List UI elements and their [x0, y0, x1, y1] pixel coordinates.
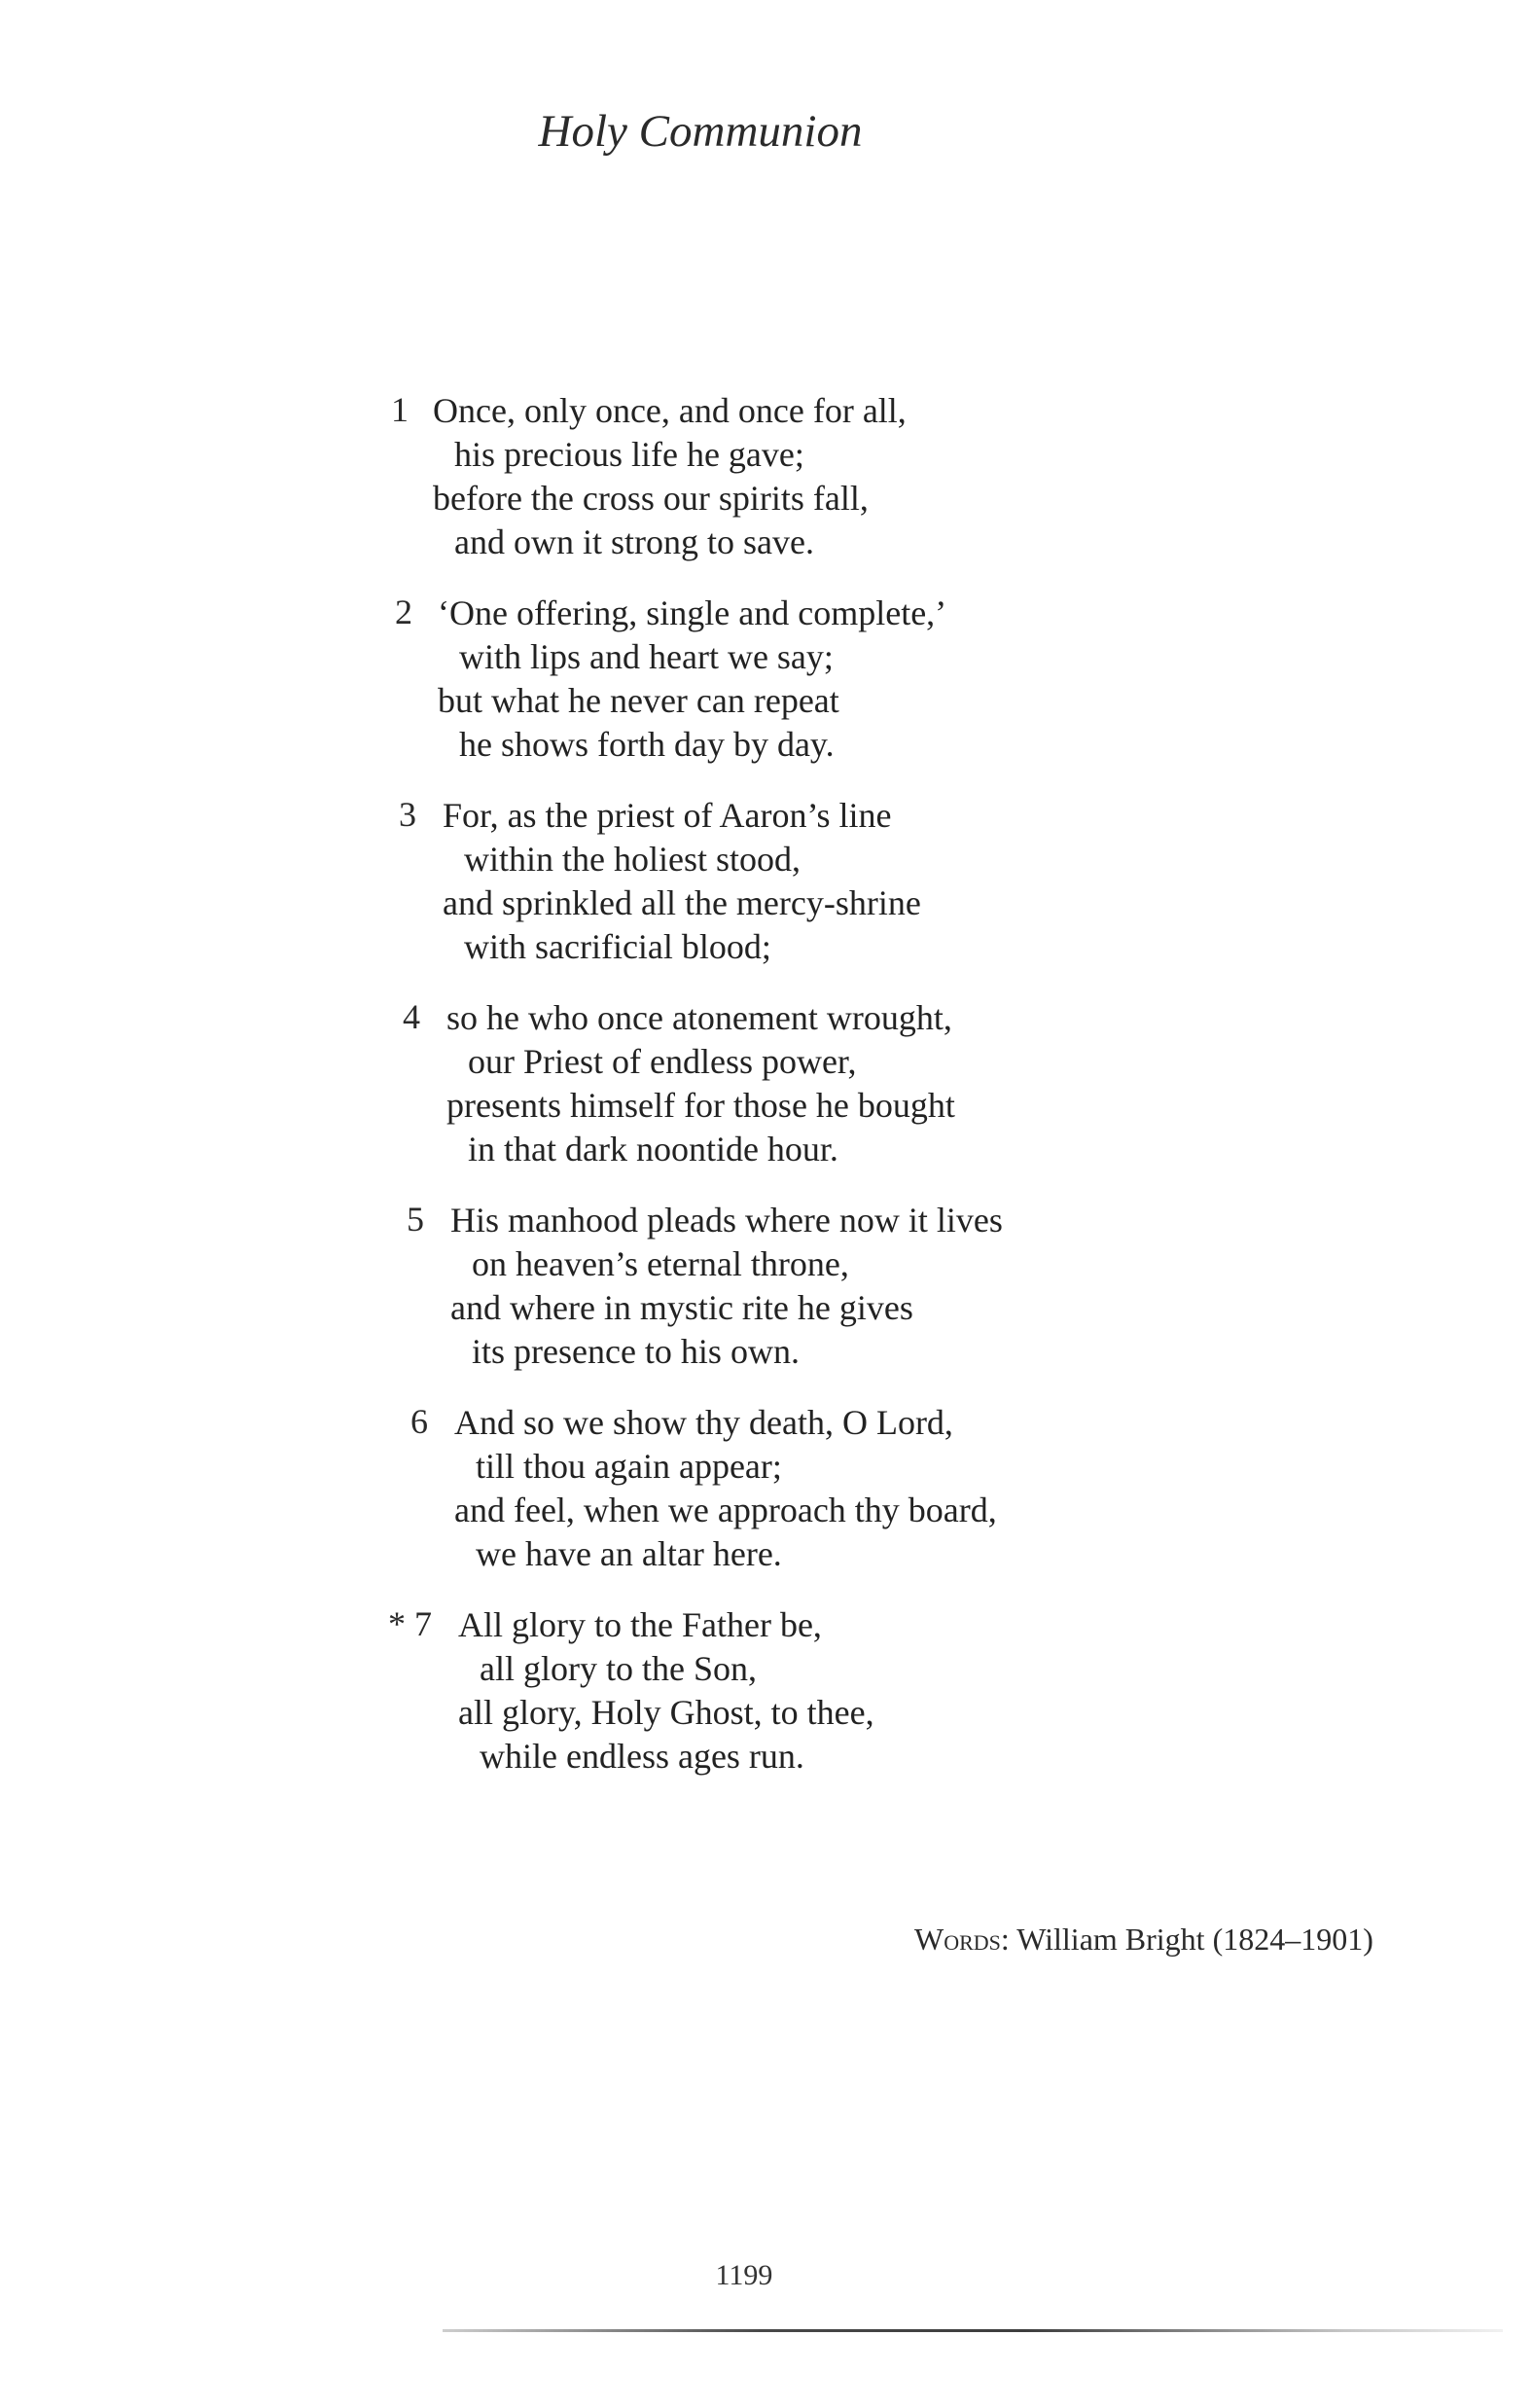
attribution	[914, 1922, 1373, 1958]
verse-line: and feel, when we approach thy board,	[454, 1491, 997, 1529]
verse-line: so he who once atonement wrought,	[446, 998, 952, 1037]
verse-number: 1	[391, 390, 409, 429]
bottom-rule	[443, 2329, 1503, 2332]
verse-line: its presence to his own.	[472, 1332, 800, 1371]
verse-7	[0, 1603, 1532, 1779]
attribution-author: William Bright (1824–1901)	[1016, 1922, 1373, 1957]
verse-5	[0, 1199, 1532, 1374]
verse-line: while endless ages run.	[480, 1737, 804, 1776]
verse-number: * 7	[388, 1604, 432, 1643]
verse-line: within the holiest stood,	[464, 840, 801, 879]
verse-line: in that dark noontide hour.	[468, 1130, 838, 1168]
verse-line: ‘One offering, single and complete,’	[438, 593, 947, 632]
verse-line: before the cross our spirits fall,	[433, 479, 869, 518]
verse-line: on heaven’s eternal throne,	[472, 1244, 849, 1283]
verse-number: 4	[403, 997, 420, 1036]
verse-line: And so we show thy death, O Lord,	[454, 1403, 953, 1442]
verse-line: Once, only once, and once for all,	[433, 391, 907, 430]
verse-line: and sprinkled all the mercy-shrine	[443, 883, 921, 922]
verse-line: but what he never can repeat	[438, 681, 839, 720]
verse-line: and own it strong to save.	[454, 522, 814, 561]
verse-line: with sacrificial blood;	[464, 927, 771, 966]
verse-6	[0, 1401, 1532, 1576]
verse-line: For, as the priest of Aaron’s line	[443, 796, 892, 835]
verse-line: our Priest of endless power,	[468, 1042, 857, 1081]
verse-number: 6	[410, 1402, 428, 1441]
verse-line: presents himself for those he bought	[446, 1086, 955, 1125]
verse-number: 3	[399, 795, 416, 834]
attribution-label: Words:	[914, 1922, 1010, 1957]
verse-line: All glory to the Father be,	[458, 1605, 822, 1644]
verse-1	[0, 389, 1532, 564]
verse-line: and where in mystic rite he gives	[450, 1288, 913, 1327]
page-title: Holy Communion	[538, 106, 863, 157]
verse-2	[0, 592, 1532, 767]
verse-line: we have an altar here.	[476, 1534, 782, 1573]
verse-line: till thou again appear;	[476, 1447, 782, 1486]
verse-line: he shows forth day by day.	[459, 725, 835, 764]
verse-line: with lips and heart we say;	[459, 637, 834, 676]
hymn-verses	[0, 389, 1532, 1806]
verse-line: His manhood pleads where now it lives	[450, 1201, 1003, 1240]
verse-line: all glory to the Son,	[480, 1649, 757, 1688]
verse-4	[0, 996, 1532, 1171]
verse-number: 5	[407, 1200, 424, 1239]
verse-number: 2	[395, 593, 412, 631]
verse-line: all glory, Holy Ghost, to thee,	[458, 1693, 874, 1732]
page-number: 1199	[715, 2259, 773, 2291]
verse-line: his precious life he gave;	[454, 435, 804, 474]
verse-3	[0, 794, 1532, 969]
